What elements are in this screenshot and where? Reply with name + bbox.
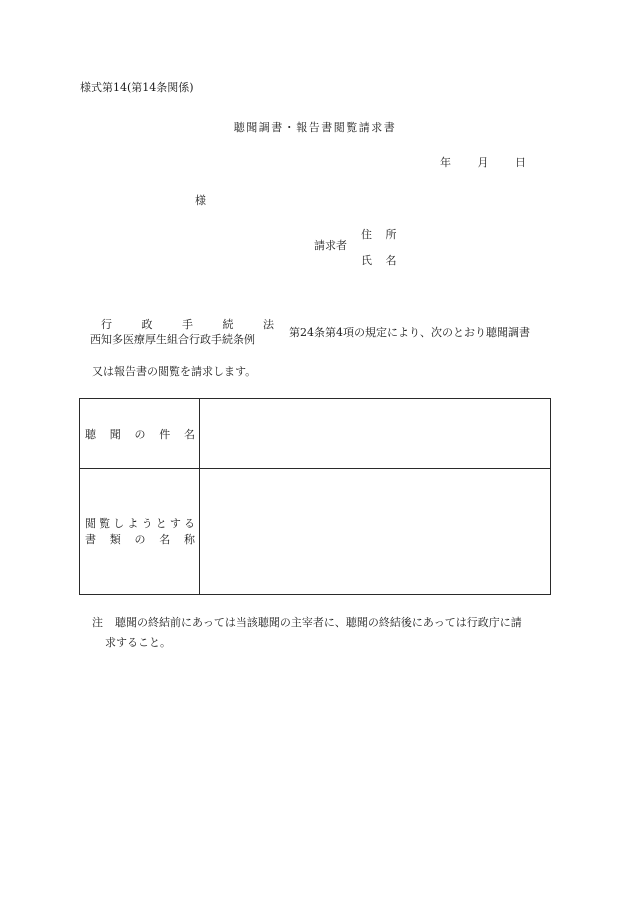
label-char: し (113, 517, 125, 530)
document-name-field[interactable] (200, 469, 550, 595)
date-month: 月 (477, 156, 489, 169)
request-continuation: 又は報告書の閲覧を請求します。 (92, 365, 257, 378)
document-name-label-line1 (85, 518, 195, 529)
law-char: 政 (141, 318, 153, 331)
label-char: す (169, 517, 181, 530)
addressee-suffix: 様 (195, 194, 206, 207)
law-char: 続 (222, 318, 234, 331)
form-number: 様式第14(第14条関係) (80, 81, 194, 94)
note-line1 (92, 617, 522, 628)
date-year: 年 (440, 156, 451, 169)
label-char: の (134, 533, 146, 546)
note-line2: 求すること。 (105, 636, 171, 649)
hearing-subject-field[interactable] (200, 399, 550, 468)
law-char: 手 (182, 318, 193, 331)
row-label-cell (80, 399, 200, 468)
date-day: 日 (515, 156, 526, 169)
label-char: 件 (159, 428, 171, 441)
label-char: 聞 (109, 428, 121, 441)
document-name-label-line2 (85, 534, 195, 545)
requester-label: 請求者 (314, 239, 347, 252)
address-char: 所 (385, 228, 397, 241)
label-char: る (183, 517, 195, 530)
label-char: よ (127, 517, 139, 530)
label-char: 聴 (85, 428, 96, 441)
label-char: 書 (85, 533, 96, 546)
label-char: 類 (109, 533, 121, 546)
law-char: 行 (101, 318, 112, 331)
law-name-line1 (101, 319, 274, 330)
label-char: う (141, 517, 153, 530)
label-char: 覧 (99, 517, 111, 530)
request-table (79, 398, 551, 595)
law-article-text: 第24条第4項の規定により、次のとおり聴聞調書 (289, 326, 530, 339)
note-text: 聴聞の終結前にあっては当該聴聞の主宰者に、聴聞の終結後にあっては行政庁に請 (115, 616, 522, 629)
table-row-document-name (80, 469, 550, 595)
document-title: 聴聞調書・報告書閲覧請求書 (233, 121, 397, 134)
address-label (361, 229, 407, 240)
law-char: 法 (263, 318, 274, 331)
name-label (361, 255, 407, 266)
address-char: 住 (361, 228, 372, 241)
label-char: 名 (159, 533, 171, 546)
label-char: 称 (184, 533, 195, 546)
name-char: 氏 (361, 254, 372, 267)
label-char: 名 (184, 428, 195, 441)
table-row-hearing-subject (80, 399, 550, 469)
row-label-cell (80, 469, 200, 595)
date-row (440, 157, 549, 168)
law-name-line2: 西知多医療厚生組合行政手続条例 (90, 333, 255, 346)
label-char: と (155, 517, 167, 530)
name-char: 名 (385, 254, 397, 267)
note-head: 注 (92, 616, 103, 629)
hearing-subject-label (85, 429, 195, 440)
label-char: の (134, 428, 146, 441)
label-char: 閲 (85, 517, 96, 530)
